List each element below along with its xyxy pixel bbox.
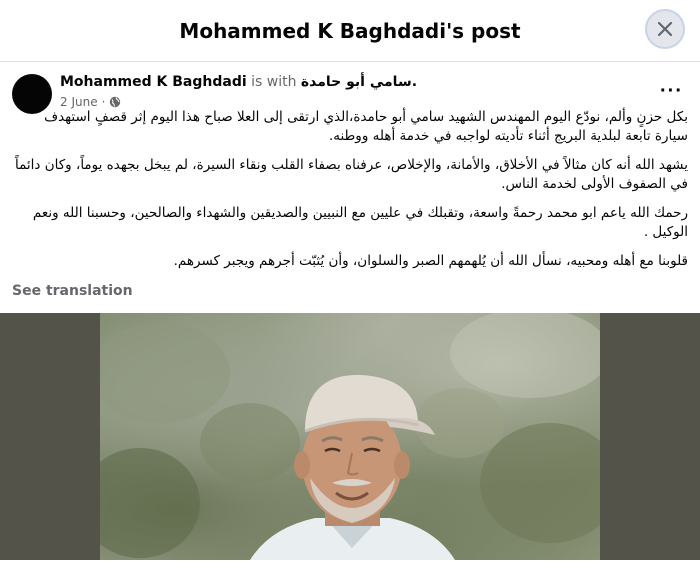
see-translation-link[interactable]: See translation bbox=[12, 283, 133, 299]
post-paragraph: يشهد الله أنه كان مثالاً في الأخلاق، والأمانة، والإخلاص، عرفناه بصفاء القلب ونقاء السيرة، لم يبخل بجهده يوماً، وكان دائماً في الصفوف الأولى لخدمة الناس. bbox=[14, 157, 688, 192]
more-options-button[interactable]: ··· bbox=[660, 80, 683, 102]
post-meta bbox=[60, 95, 121, 109]
author-line bbox=[60, 74, 417, 90]
dialog-title: Mohammed K Baghdadi's post bbox=[179, 18, 521, 43]
close-icon bbox=[657, 21, 673, 37]
post-photo-container[interactable] bbox=[0, 313, 700, 560]
author-name[interactable]: Mohammed K Baghdadi bbox=[60, 74, 247, 90]
post-date[interactable]: 2 June bbox=[60, 95, 98, 109]
is-with-label: is with bbox=[251, 74, 297, 90]
post-photo[interactable] bbox=[100, 313, 600, 560]
post-paragraph: قلوبنا مع أهله ومحبيه، نسأل الله أن يُلهمهم الصبر والسلوان، وأن يُثبّت أجرهم ويجبر كسرهم. bbox=[173, 253, 688, 269]
tagged-person[interactable]: سامي أبو حامدة. bbox=[300, 74, 418, 90]
globe-icon bbox=[109, 96, 121, 108]
bottom-strip bbox=[0, 560, 700, 577]
post-paragraph: بكل حزنٍ وألم، نودّع اليوم المهندس الشهيد سامي أبو حامدة،الذي ارتقى إلى العلا صباح هذا اليوم إثر قصفٍ استهدف سيارة تابعة لبلدية البريج أثناء تأديته لواجبه في خدمة أهله ووطنه. bbox=[44, 109, 688, 144]
meta-separator: · bbox=[101, 95, 106, 109]
post-text bbox=[12, 108, 688, 281]
photo-illustration bbox=[100, 313, 600, 560]
close-button[interactable] bbox=[645, 9, 685, 49]
dialog-header bbox=[0, 0, 700, 62]
post-paragraph: رحمك الله ياعم ابو محمد رحمةً واسعة، وتقبلك في عليين مع النبيين والصديقين والشهداء والصالحين، وحسبنا الله ونعم الوكيل . bbox=[32, 205, 688, 240]
